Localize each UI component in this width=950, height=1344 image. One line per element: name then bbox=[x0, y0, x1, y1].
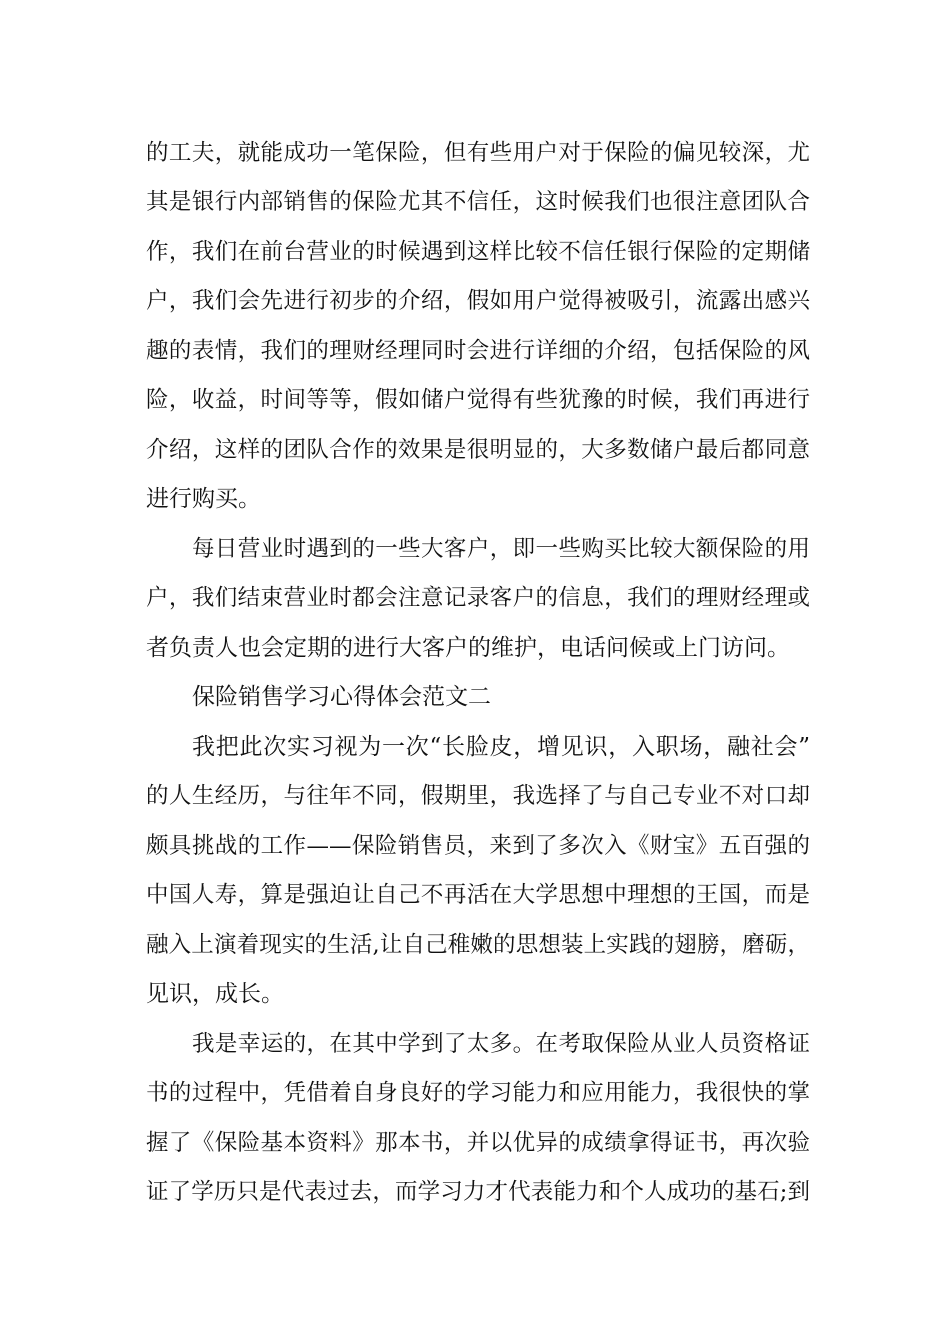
paragraph-4-line-4: 证了学历只是代表过去，而学习力才代表能力和个人成功的基石;到 bbox=[146, 1179, 810, 1205]
paragraph-1-line-4: 户，我们会先进行初步的介绍，假如用户觉得被吸引，流露出感兴 bbox=[146, 288, 810, 314]
paragraph-2-line-1: 每日营业时遇到的一些大客户，即一些购买比较大额保险的用 bbox=[192, 536, 810, 562]
paragraph-2-line-2: 户，我们结束营业时都会注意记录客户的信息，我们的理财经理或 bbox=[146, 585, 810, 611]
paragraph-1-line-2: 其是银行内部销售的保险尤其不信任，这时候我们也很注意团队合 bbox=[146, 189, 810, 215]
paragraph-2-line-3: 者负责人也会定期的进行大客户的维护，电话问候或上门访问。 bbox=[146, 635, 790, 661]
paragraph-1-line-8: 进行购买。 bbox=[146, 486, 261, 512]
paragraph-3-line-6: 见识，成长。 bbox=[146, 981, 284, 1007]
paragraph-4-line-3: 握了《保险基本资料》那本书，并以优异的成绩拿得证书，再次验 bbox=[146, 1130, 810, 1156]
paragraph-3-line-2: 的人生经历，与往年不同，假期里，我选择了与自己专业不对口却 bbox=[146, 783, 810, 809]
paragraph-3-line-1: 我把此次实习视为一次“长脸皮，增见识，入职场，融社会” bbox=[192, 734, 810, 760]
paragraph-3-line-5: 融入上演着现实的生活,让自己稚嫩的思想装上实践的翅膀，磨砺， bbox=[146, 932, 810, 958]
paragraph-1-line-6: 险，收益，时间等等，假如储户觉得有些犹豫的时候，我们再进行 bbox=[146, 387, 810, 413]
paragraph-4-line-2: 书的过程中，凭借着自身良好的学习能力和应用能力，我很快的掌 bbox=[146, 1080, 810, 1106]
paragraph-3-line-3: 颇具挑战的工作——保险销售员，来到了多次入《财宝》五百强的 bbox=[146, 833, 810, 859]
paragraph-3-line-4: 中国人寿，算是强迫让自己不再活在大学思想中理想的王国，而是 bbox=[146, 882, 810, 908]
paragraph-1-line-5: 趣的表情，我们的理财经理同时会进行详细的介绍，包括保险的风 bbox=[146, 338, 810, 364]
paragraph-1-line-7: 介绍，这样的团队合作的效果是很明显的，大多数储户最后都同意 bbox=[146, 437, 810, 463]
paragraph-1-line-1: 的工夫，就能成功一笔保险，但有些用户对于保险的偏见较深，尤 bbox=[146, 140, 810, 166]
paragraph-4-line-1: 我是幸运的，在其中学到了太多。在考取保险从业人员资格证 bbox=[192, 1031, 810, 1057]
paragraph-1-line-3: 作，我们在前台营业的时候遇到这样比较不信任银行保险的定期储 bbox=[146, 239, 810, 265]
section-heading: 保险销售学习心得体会范文二 bbox=[192, 684, 491, 710]
